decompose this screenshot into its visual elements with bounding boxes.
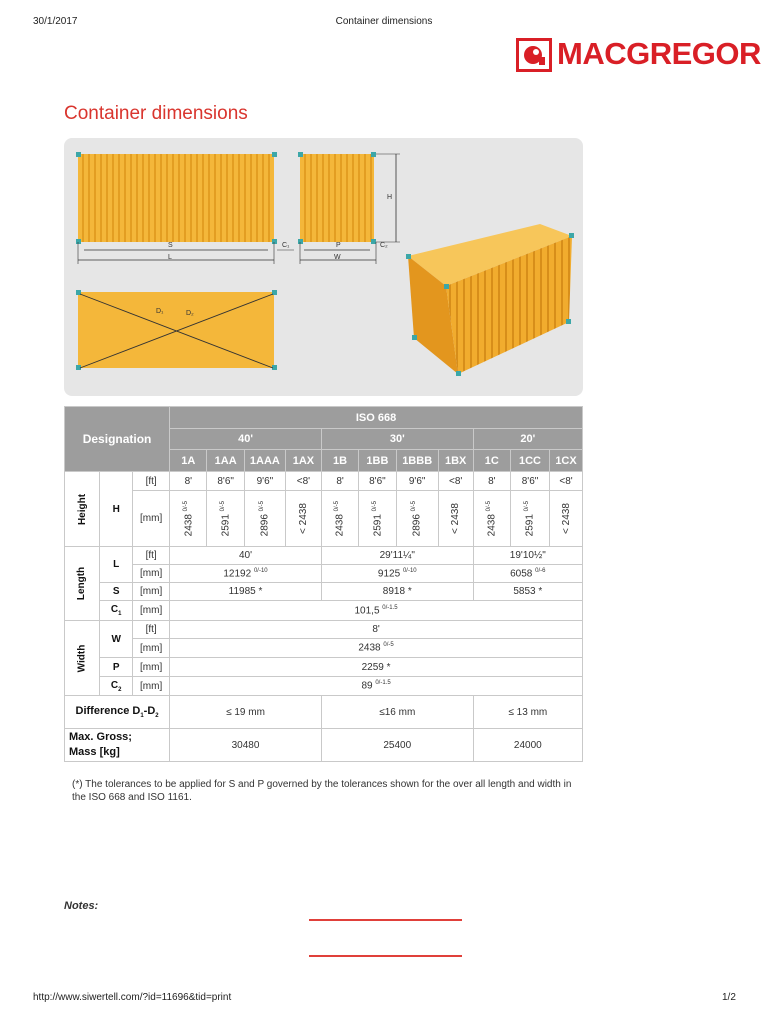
height-label: Height <box>76 493 88 525</box>
c2-mm: 89 <box>361 680 373 692</box>
height-ft-cell: 8'6" <box>359 472 396 491</box>
c1-mm: 101,5 <box>354 605 380 617</box>
macgregor-logo-icon <box>516 38 552 72</box>
notes-divider <box>309 955 462 957</box>
height-ft-cell: <8' <box>438 472 473 491</box>
width-symbol-w: W <box>100 621 133 658</box>
height-ft-cell: <8' <box>550 472 583 491</box>
unit-cell: [ft] <box>133 547 170 565</box>
height-ft-cell: 8' <box>321 472 358 491</box>
group-20-header: 20' <box>473 429 582 450</box>
s-mm-40: 11985 * <box>170 583 322 601</box>
dim-label-p: P <box>336 242 341 249</box>
notes-heading: Notes: <box>64 900 99 912</box>
length-mm-40: 12192 <box>223 568 252 580</box>
height-mm-value: 2591 <box>372 513 384 537</box>
type-header: 1C <box>473 450 510 472</box>
length-symbol-l: L <box>100 547 133 583</box>
tolerance: 0/-10 <box>402 567 417 574</box>
width-symbol-p: P <box>100 658 133 677</box>
mass-40: 30480 <box>170 729 322 762</box>
footer-url[interactable]: http://www.siwertell.com/?id=11696&tid=print <box>33 992 232 1003</box>
height-mm-value: < 2438 <box>450 503 462 534</box>
dim-label-d1: D₁ <box>156 308 164 315</box>
length-symbol-c1: C <box>110 604 119 615</box>
height-mm-value: 2896 <box>259 513 271 537</box>
top-view <box>76 290 277 370</box>
s-mm-30: 8918 * <box>321 583 473 601</box>
type-header: 1AAA <box>244 450 285 472</box>
dimensions-table: Designation ISO 668 40' 30' 20' 1A 1AA 1AAA 1AX 1B 1BB 1BBB 1BX 1C 1CC 1CX Height H [ft] 8' 8'6" 9'6" <8' 8' 8'6" 9'6" <8' 8' 8'6" <8' [mm] 2438 $^{0/-5}$ 2591 $^{0/-5}$ 2896 $^{0/-5}$ < 2438 2438 $^{0/-5}$ 2591 $^{0/-5}$ 2896 $^{0/-5}$ < 2438 2438 $^{0/-5}$ 2591 $^{0/-5}$ < 2438 Length L [ft] 40' 29'11¼" 19'10½" [mm] 12192 $^{0/-10}$ 9125 $^{0/-10}$ 6058 $^{0/-6}$ S [mm] 11985 * 8918 * 5853 * $C_1$ [mm] 101,5 $^{0/-1.5}$ Width W [ft] 8' [mm] 2438 $^{0/-5}$ P [mm] 2259 * $C_2$ [mm] 89 $^{0/-1.5}$ Difference $D_1-D_2$ ≤ 19 mm ≤16 mm ≤ 13 mm Max. Gross; Mass [kg] 30480 25400 24000 <box>64 406 583 762</box>
unit-cell: [mm] <box>133 583 170 601</box>
type-header: 1BX <box>438 450 473 472</box>
mass-label-2: Mass [kg] <box>69 746 120 758</box>
difference-30: ≤16 mm <box>321 696 473 729</box>
width-ft: 8' <box>170 621 583 639</box>
diff-sub2: 2 <box>155 713 159 720</box>
width-mm: 2438 <box>358 642 381 654</box>
print-date: 30/1/2017 <box>33 16 78 27</box>
height-ft-cell: <8' <box>285 472 321 491</box>
unit-cell: [ft] <box>133 472 170 491</box>
tolerance: 0/-5 <box>219 500 226 512</box>
height-ft-cell: 8' <box>170 472 207 491</box>
length-symbol-s: S <box>100 583 133 601</box>
tolerance: 0/-5 <box>524 500 531 512</box>
height-ft-cell: 9'6" <box>244 472 285 491</box>
type-header: 1BBB <box>396 450 438 472</box>
width-label: Width <box>76 644 88 672</box>
container-diagram <box>64 138 583 396</box>
type-header: 1AX <box>285 450 321 472</box>
dim-label-s: S <box>168 242 173 249</box>
tolerance: 0/-5 <box>383 642 394 649</box>
tolerance: 0/-1.5 <box>382 604 398 611</box>
height-ft-cell: 8'6" <box>511 472 550 491</box>
unit-cell: [mm] <box>133 639 170 658</box>
tolerance: 0/-5 <box>486 500 493 512</box>
mass-label-1: Max. Gross; <box>69 731 132 743</box>
dim-label-c2: C₂ <box>380 242 388 249</box>
height-mm-value: 2438 <box>182 513 194 537</box>
print-title: Container dimensions <box>335 16 433 27</box>
diff-dash: -D <box>143 704 156 717</box>
height-mm-value: 2896 <box>411 513 423 537</box>
length-label: Length <box>76 566 88 601</box>
type-header: 1B <box>321 450 358 472</box>
tolerance: 0/-5 <box>182 500 189 512</box>
dim-label-w: W <box>334 254 341 261</box>
type-header: 1BB <box>359 450 396 472</box>
tolerance: 0/-5 <box>371 500 378 512</box>
height-mm-value: < 2438 <box>560 503 572 534</box>
dim-label-l: L <box>168 254 172 261</box>
tolerance: 0/-10 <box>253 567 268 574</box>
length-ft-20: 19'10½" <box>473 547 582 565</box>
difference-label: Difference D <box>75 704 141 717</box>
mass-20: 24000 <box>473 729 582 762</box>
tolerance: 0/-5 <box>259 500 266 512</box>
group-40-header: 40' <box>170 429 322 450</box>
length-ft-30: 29'11¼" <box>321 547 473 565</box>
unit-cell: [mm] <box>133 601 170 621</box>
dim-label-d2: D₂ <box>186 310 194 317</box>
tolerance-footnote: (*) The tolerances to be applied for S and P governed by the tolerances shown for the over all length and width in the ISO 668 and ISO 1161. <box>72 779 572 803</box>
height-ft-cell: 9'6" <box>396 472 438 491</box>
dim-label-c1: C₁ <box>282 242 290 249</box>
width-symbol-c2: C <box>110 679 119 691</box>
type-header: 1CC <box>511 450 550 472</box>
side-view <box>76 152 294 264</box>
tolerance: 0/-1.5 <box>375 680 391 687</box>
tolerance: 0/-6 <box>535 567 546 574</box>
unit-cell: [mm] <box>133 491 170 547</box>
difference-20: ≤ 13 mm <box>473 696 582 729</box>
height-mm-value: < 2438 <box>297 503 309 534</box>
height-ft-cell: 8'6" <box>207 472 244 491</box>
mass-30: 25400 <box>321 729 473 762</box>
difference-40: ≤ 19 mm <box>170 696 322 729</box>
height-ft-cell: 8' <box>473 472 510 491</box>
p-mm: 2259 * <box>170 658 583 677</box>
height-mm-value: 2591 <box>524 513 536 537</box>
page-title: Container dimensions <box>64 103 248 124</box>
designation-header: Designation <box>65 407 170 472</box>
logo-text: MACGREGOR <box>557 36 761 71</box>
type-header: 1CX <box>550 450 583 472</box>
height-mm-value: 2438 <box>334 513 346 537</box>
length-mm-30: 9125 <box>377 568 401 580</box>
height-symbol: H <box>100 472 133 547</box>
unit-cell: [mm] <box>133 565 170 583</box>
s-mm-20: 5853 * <box>473 583 582 601</box>
unit-cell: [mm] <box>133 677 170 696</box>
length-mm-20: 6058 <box>510 568 533 580</box>
height-mm-value: 2438 <box>486 513 498 537</box>
notes-divider <box>309 919 462 921</box>
unit-cell: [ft] <box>133 621 170 639</box>
iso-header: ISO 668 <box>170 407 583 429</box>
container-3d-view <box>406 224 574 376</box>
page-number: 1/2 <box>722 992 736 1003</box>
dim-label-h: H <box>387 194 393 201</box>
length-ft-40: 40' <box>170 547 322 565</box>
unit-cell: [mm] <box>133 658 170 677</box>
type-header: 1A <box>170 450 207 472</box>
diff-sub1: 1 <box>140 713 144 720</box>
tolerance: 0/-5 <box>334 500 341 512</box>
height-mm-value: 2591 <box>220 513 232 537</box>
tolerance: 0/-5 <box>411 500 418 512</box>
type-header: 1AA <box>207 450 244 472</box>
group-30-header: 30' <box>321 429 473 450</box>
